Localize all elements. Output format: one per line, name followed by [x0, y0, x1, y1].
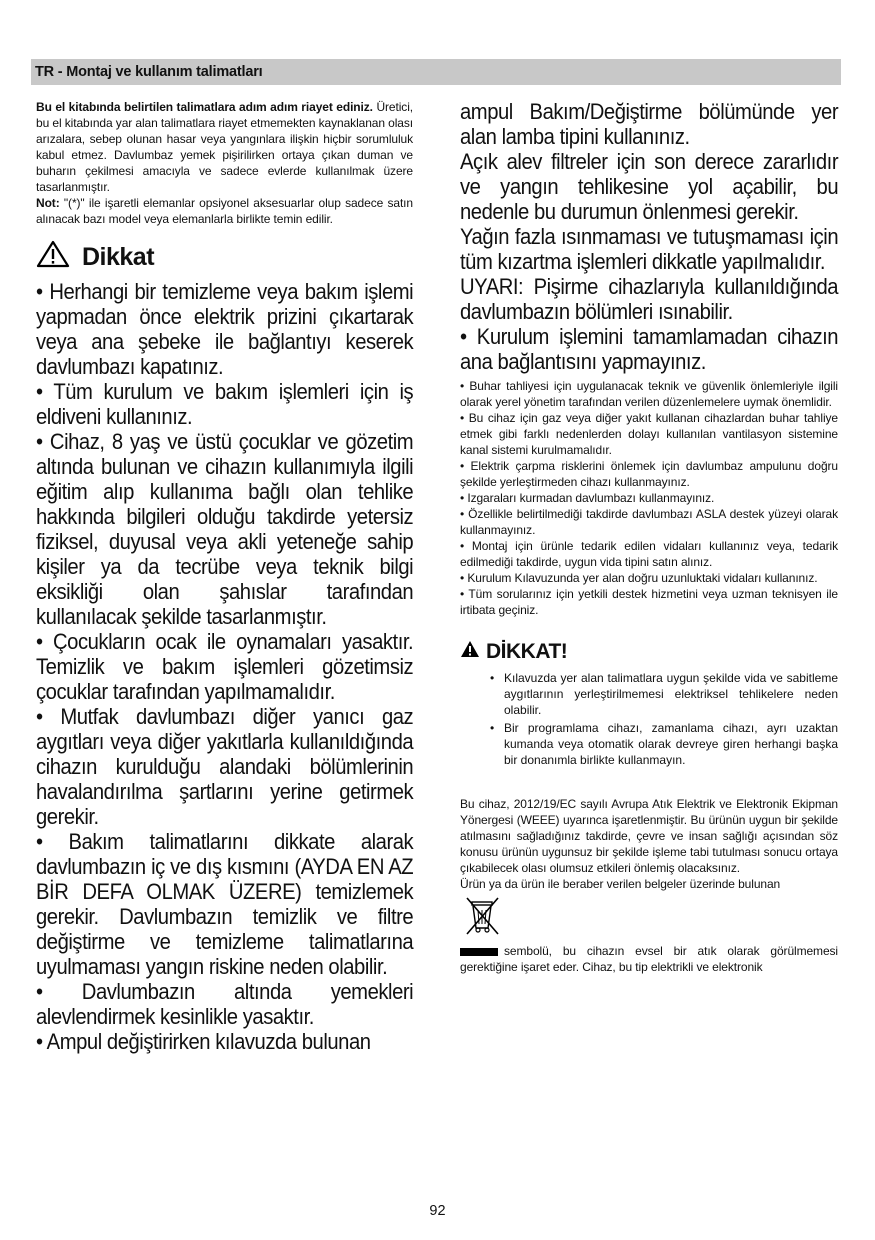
warning-item: • Ampul değiştirirken kılavuzda bulunan — [36, 1029, 371, 1054]
section-title: TR - Montaj ve kullanım talimatları — [35, 64, 263, 80]
warning-item: • Çocukların ocak ile oynamaları yasaktır. Temizlik ve bakım işlemleri gözetimsiz çocuklar tarafından yapılmamalıdır. — [36, 629, 414, 704]
caution-bullet: • — [490, 721, 495, 735]
warning-item: UYARI: Pişirme cihazlarıyla kullanıldığında davlumbazın bölümleri ısınabilir. — [460, 274, 839, 324]
warning-item: Açık alev filtreler için son derece zararlıdır ve yangın tehlikesine yol açabilir, bu nedenle bu durumun önlenmesi gerekir. — [460, 149, 839, 224]
warning-item: • Tüm kurulum ve bakım işlemleri için iş eldiveni kullanınız. — [36, 379, 414, 429]
note-label: Not: — [36, 196, 60, 210]
warning-triangle-icon — [36, 240, 82, 275]
safety-item: • Izgaraları kurmadan davlumbazı kullanmayınız. — [460, 491, 715, 505]
caution-heading — [460, 640, 838, 664]
caution-item — [460, 720, 838, 768]
note-text: "(*)" ile işaretli elemanlar opsiyonel aksesuarlar olup sadece satın alınacak bazı model veya elemanlarla birlikte temin edilir. — [36, 196, 413, 226]
warning-heading — [36, 240, 413, 275]
weee-bar-icon — [460, 948, 498, 956]
symbol-paragraph — [460, 943, 838, 975]
warning-item: • Bakım talimatlarını dikkate alarak davlumbazın iç ve dış kısmını (AYDA EN AZ BİR DEFA OLMAK ÜZERE) temizlemek gerekir. Davlumbazın temizlik ve filtre değiştirme ve temizleme talimatlarına uyulmaması yangın riskine neden olabilir. — [36, 829, 414, 979]
warning-item: • Herhangi bir temizleme veya bakım işlemi yapmadan önce elektrik prizini çıkartarak veya ana şebeke ile bağlantıyı keserek davlumbazı kapatınız. — [36, 279, 414, 379]
safety-item: • Tüm sorularınız için yetkili destek hizmetini veya uzman teknisyen ile irtibata geçiniz. — [460, 587, 838, 617]
warning-filled-icon — [460, 640, 486, 664]
section-header — [31, 59, 841, 85]
warning-item: ampul Bakım/Değiştirme bölümünde yer alan lamba tipini kullanınız. — [460, 99, 839, 149]
safety-item: • Elektrik çarpma risklerini önlemek için davlumbaz ampulunu doğru şekilde yerleştirmeden cihazı kullanmayınız. — [460, 459, 838, 489]
warning-item: • Davlumbazın altında yemekleri alevlendirmek kesinlikle yasaktır. — [36, 979, 414, 1029]
caution-list — [460, 670, 838, 768]
safety-item: • Özellikle belirtilmediği takdirde davlumbazı ASLA destek yüzeyi olarak kullanmayınız. — [460, 507, 838, 537]
weee-bin-icon — [462, 894, 838, 941]
warning-item: • Mutfak davlumbazı diğer yanıcı gaz aygıtları veya diğer yakıtlarla kullanıldığında cihazın kurulduğu alandaki bölümlerinin havalandırılma şartlarını yerine getirmek gerekir. — [36, 704, 414, 829]
caution-title: DİKKAT! — [486, 640, 568, 663]
note-paragraph — [36, 195, 413, 227]
weee-line: Ürün ya da ürün ile beraber verilen belgeler üzerinde bulunan — [460, 877, 781, 891]
safety-item: • Kurulum Kılavuzunda yer alan doğru uzunluktaki vidaları kullanınız. — [460, 571, 818, 585]
weee-paragraph: Bu cihaz, 2012/19/EC sayılı Avrupa Atık Elektrik ve Elektronik Ekipman Yönergesi (WEEE) uyarınca işaretlenmiştir. Bu ürünün uygun bir şekilde atılmasını sağladığınız takdirde, çevre ve insan sağlığı açısından söz konusu ürünün uygunsuz bir şekilde işleme tabi tutulması sonucu ortaya çıkabilecek olası olumsuz etkileri önlemiş olacaksınız. — [460, 797, 838, 875]
caution-text: Bir programlama cihazı, zamanlama cihazı, ayrı uzaktan kumanda veya otomatik olarak devreye giren herhangi başka bir donanımla birlikte kullanmayın. — [504, 721, 838, 767]
warning-item: • Cihaz, 8 yaş ve üstü çocuklar ve gözetim altında bulunan ve cihazın kullanımıyla ilgili eğitim alıp kullanıma bağlı olan tehlike hakkında bilgileri olduğu takdirde yetersiz fiziksel, duyusal veya akli yeteneğe sahip kişiler ya da tecrübe veya teknik bilgi eksikliği olan şahıslar tarafından kullanılacak şekilde tasarlanmıştır. — [36, 429, 414, 629]
caution-item — [460, 670, 838, 718]
symbol-text: sembolü, bu cihazın evsel bir atık olarak görülmemesi gerektiğine işaret eder. Cihaz, bu tip elektrikli ve elektronik — [460, 944, 838, 974]
right-column — [460, 99, 838, 975]
safety-item: • Montaj için ürünle tedarik edilen vidaları kullanınız veya, tedarik edilmediği takdirde, uygun vida tipini satın alınız. — [460, 539, 838, 569]
safety-item: • Buhar tahliyesi için uygulanacak teknik ve güvenlik önlemleriyle ilgili olarak yerel yönetim tarafından verilen düzenlemelere uymak önemlidir. — [460, 379, 838, 409]
page-number: 92 — [429, 1203, 446, 1219]
intro-bold: Bu el kitabında belirtilen talimatlara adım adım riayet ediniz. — [36, 100, 373, 114]
warning-title: Dikkat — [82, 243, 155, 271]
left-column — [36, 99, 413, 1054]
intro-text: Üretici, bu el kitabında yar alan talimatlara riayet etmemekten kaynaklanan olası arızalara, sebep olunan hasar veya yangınlara ilişkin hiçbir sorumluluk kabul etmez. Davlumbaz yemek pişirilirken ortaya çıkan duman ve buharın çekilmesi amacıyla ve sadece evlerde kullanılmak üzere tasarlanmıştır. — [36, 100, 414, 194]
warning-item: Yağın fazla ısınmaması ve tutuşmaması için tüm kızartma işlemleri dikkatle yapılmalıdır. — [460, 224, 839, 274]
safety-item: • Bu cihaz için gaz veya diğer yakıt kullanan cihazlardan buhar tahliye etmek gibi farklı nedenlerden dolayı kullanılan vantilasyon sistemine kanal sistemi kurulmamalıdır. — [460, 411, 838, 457]
intro-paragraph — [36, 99, 413, 195]
caution-bullet: • — [490, 671, 495, 685]
caution-text: Kılavuzda yer alan talimatlara uygun şekilde vida ve sabitleme aygıtlarının yerleştirilmemesi elektriksel tehlikelere neden olabilir. — [504, 671, 838, 717]
warning-item: • Kurulum işlemini tamamlamadan cihazın ana bağlantısını yapmayınız. — [460, 324, 839, 374]
